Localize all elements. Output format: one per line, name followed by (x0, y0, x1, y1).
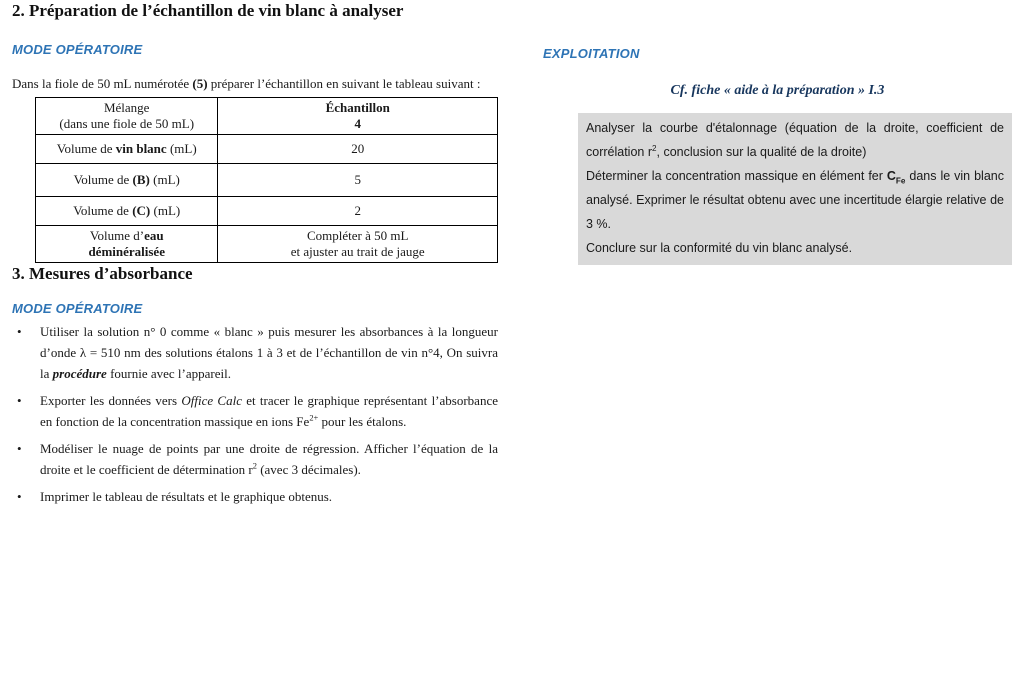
bullet-item-regression (12, 438, 498, 480)
table-header-row (36, 98, 498, 135)
table-row-eau-demineralisee (36, 226, 498, 263)
left-column (12, 0, 498, 513)
exploitation-paragraph-conclure: Conclure sur la conformité du vin blanc analysé. (586, 241, 853, 255)
table-row-solution-c (36, 197, 498, 226)
exploitation-highlight-block (578, 113, 1012, 265)
exploitation-paragraph-determiner: Déterminer la concentration massique en élément fer $C_{Fe}$ dans le vin blanc analysé. Exprimer le résultat obtenu avec une incertitude élargie relative de 3 %. (586, 169, 1004, 231)
section-3-heading: 3. Mesures d’absorbance (12, 264, 193, 283)
bullet-item-export (12, 390, 498, 432)
mode-operatoire-heading-1: MODE OPÉRATOIRE (12, 42, 143, 57)
table-cell-value: 20 (218, 135, 498, 164)
sample-preparation-table (35, 97, 498, 263)
bullet-item-print (12, 486, 498, 507)
table-cell-value: 2 (218, 197, 498, 226)
bullet-text: Exporter les données vers Office Calc et tracer le graphique représentant l’absorbance en fonction de la concentration massique en ions $Fe^{2+}$ pour les étalons. (40, 393, 498, 429)
mode-operatoire-heading-2: MODE OPÉRATOIRE (12, 301, 143, 316)
table-row-vin-blanc (36, 135, 498, 164)
bullet-text: Imprimer le tableau de résultats et le graphique obtenus. (40, 489, 333, 504)
table-cell-label: Volume de vin blanc (mL) (36, 135, 218, 164)
right-column (543, 0, 1012, 265)
bullet-icon: • (17, 441, 22, 456)
table-cell-label: Volume d’eau déminéralisée (36, 226, 218, 263)
section-2-heading: 2. Préparation de l’échantillon de vin blanc à analyser (12, 1, 404, 20)
table-cell-value: Compléter à 50 mL et ajuster au trait de jauge (218, 226, 498, 263)
exploitation-heading: EXPLOITATION (543, 46, 640, 61)
table-cell-label: Volume de (B) (mL) (36, 164, 218, 197)
bullet-text: Modéliser le nuage de points par une droite de régression. Afficher l’équation de la droite et le coefficient de détermination $r^2$ (avec 3 décimales). (40, 441, 498, 477)
bullet-text: Utiliser la solution n° 0 comme « blanc » puis mesurer les absorbances à la longueur d’onde λ = 510 nm des solutions étalons 1 à 3 et de l’échantillon de vin n°4, On suivra la procédure fournie avec l’appareil. (40, 324, 498, 381)
bullet-icon: • (17, 324, 22, 339)
bullet-item-absorbance (12, 321, 498, 384)
bullet-icon: • (17, 489, 22, 504)
exploitation-paragraph-analyser: Analyser la courbe d'étalonnage (équation de la droite, coefficient de corrélation $r^2$, conclusion sur la qualité de la droite) (586, 121, 1004, 159)
intro-paragraph: Dans la fiole de 50 mL numérotée (5) préparer l’échantillon en suivant le tableau suivant : (12, 76, 481, 91)
cf-fiche-reference: Cf. fiche « aide à la préparation » I.3 (670, 83, 885, 98)
table-cell-value: 5 (218, 164, 498, 197)
procedure-bullet-list (12, 321, 498, 507)
table-header-echantillon: Échantillon 4 (218, 98, 498, 135)
bullet-icon: • (17, 393, 22, 408)
table-row-solution-b (36, 164, 498, 197)
table-cell-label: Volume de (C) (mL) (36, 197, 218, 226)
table-header-melange: Mélange (dans une fiole de 50 mL) (36, 98, 218, 135)
